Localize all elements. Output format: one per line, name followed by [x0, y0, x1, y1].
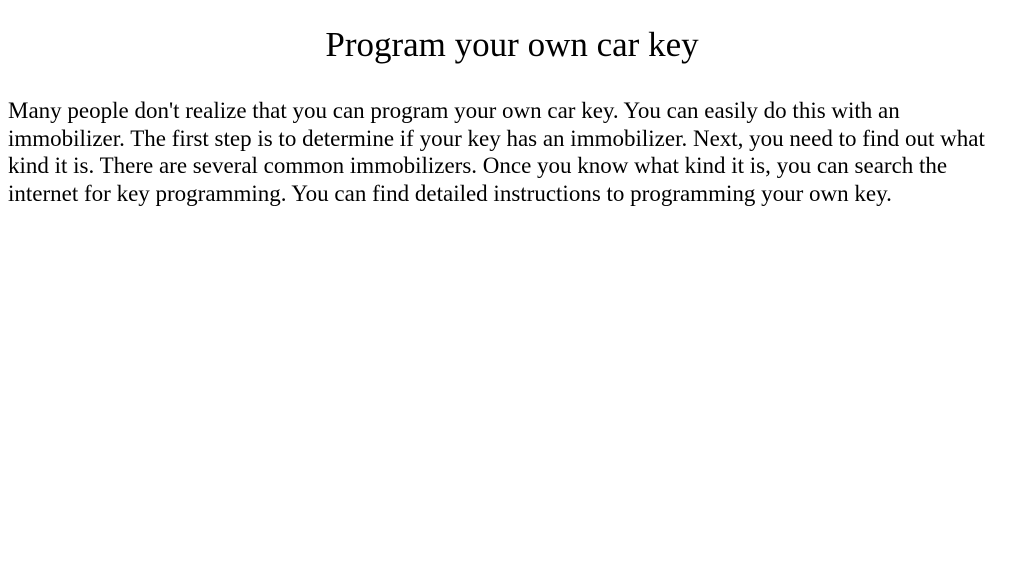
slide-title: Program your own car key: [325, 25, 699, 64]
slide-body-text: Many people don't realize that you can program your own car key. You can easily do this with an immobilizer. The first step is to determine if your key has an immobilizer. Next, you need to find out what kind it is. There are several common immobilizers. Once you know what kind it is, you can search the internet for key programming. You can find detailed instructions to programming your own key.: [8, 98, 985, 206]
